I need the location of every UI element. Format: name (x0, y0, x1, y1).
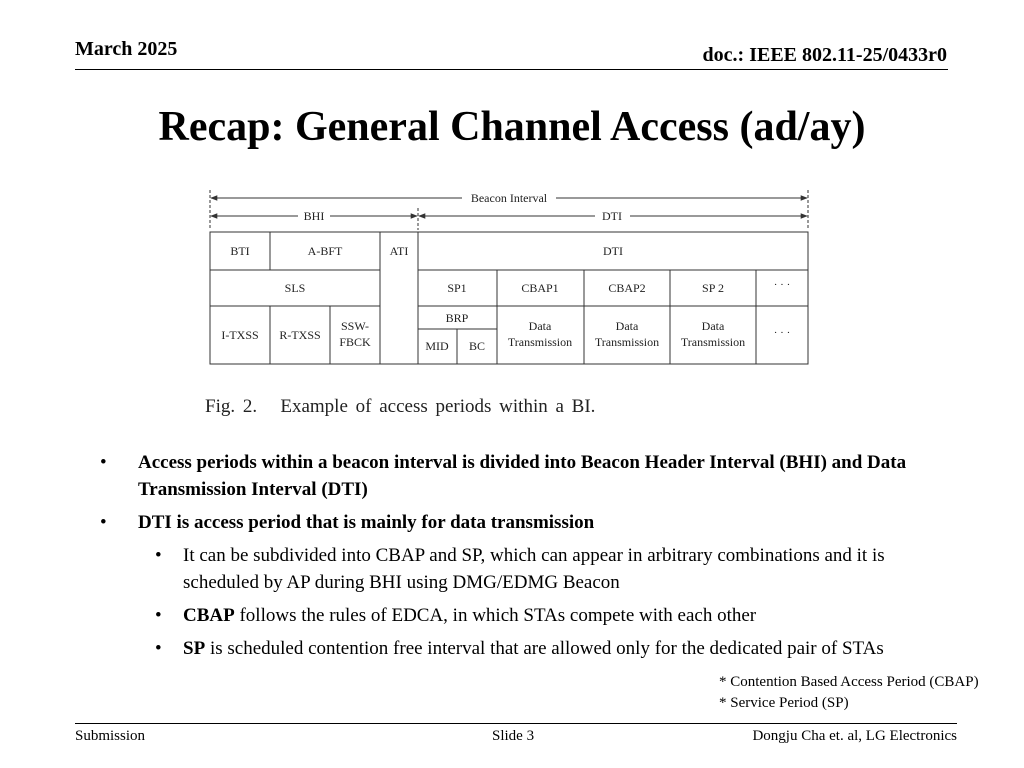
cell-ssw-line1: SSW- (340, 319, 370, 333)
cell-ssw-line2: FBCK (339, 335, 371, 349)
cell-data2-line2: Transmission (594, 335, 660, 349)
cell-abft: A-BFT (307, 244, 343, 258)
bullet-text: DTI is access period that is mainly for data transmission (138, 512, 595, 533)
sub-bullet-term: SP (183, 638, 206, 659)
footnote-sp: * Service Period (SP) (719, 695, 849, 711)
cell-data1-line1: Data (528, 319, 552, 333)
sub-bullet-item (145, 542, 930, 596)
access-period-figure (200, 184, 820, 424)
bullet-item (100, 449, 930, 503)
cell-ati: ATI (389, 244, 409, 258)
sub-bullet-text: It can be subdivided into CBAP and SP, which can appear in arbitrary combinations and it is scheduled by AP during BHI using DMG/EDMG Beacon (183, 545, 885, 593)
bullet-dot: • (155, 638, 162, 659)
cell-bc: BC (468, 339, 486, 353)
cell-data1-line2: Transmission (507, 335, 573, 349)
header-divider (75, 69, 948, 70)
slide-title: Recap: General Channel Access (ad/ay) (158, 104, 866, 150)
figure-caption (205, 396, 595, 418)
sub-bullet-item (145, 635, 930, 662)
footer-divider (75, 723, 957, 724)
bullet-dot: • (100, 452, 107, 473)
sub-bullet-text: is scheduled contention free interval that are allowed only for the dedicated pair of STAs (205, 638, 884, 659)
sub-bullet-item (145, 602, 930, 629)
bhi-label: BHI (303, 209, 325, 223)
sub-bullet-term: CBAP (183, 605, 235, 626)
cell-brp: BRP (445, 311, 469, 325)
header-date: March 2025 (75, 38, 178, 60)
dti-span-label: DTI (602, 209, 622, 223)
cell-dots-row2: · · · (773, 279, 791, 291)
footnotes (719, 672, 979, 714)
footer-submission: Submission (75, 728, 146, 744)
cell-itxss: I-TXSS (221, 328, 259, 342)
cell-sls: SLS (284, 281, 306, 295)
cell-data3-line2: Transmission (680, 335, 746, 349)
cell-data3-line1: Data (701, 319, 725, 333)
cell-rtxss: R-TXSS (279, 328, 321, 342)
cell-cbap2: CBAP2 (608, 281, 646, 295)
footer-slide-number: Slide 3 (492, 728, 535, 744)
bullet-dot: • (155, 545, 162, 566)
bullet-dot: • (155, 605, 162, 626)
sub-bullet-text: follows the rules of EDCA, in which STAs compete with each other (234, 605, 757, 626)
header-doc-id: doc.: IEEE 802.11-25/0433r0 (702, 44, 947, 66)
beacon-interval-label: Beacon Interval (470, 191, 548, 205)
cell-dti: DTI (603, 244, 623, 258)
cell-cbap1: CBAP1 (521, 281, 559, 295)
bullet-text: Access periods within a beacon interval is divided into Beacon Header Interval (BHI) and Data Transmission Interval (DTI) (138, 452, 907, 500)
cell-mid: MID (425, 339, 449, 353)
cell-sp1: SP1 (447, 281, 467, 295)
caption-label: Fig. 2. (205, 396, 258, 417)
footer-authors: Dongju Cha et. al, LG Electronics (752, 728, 957, 744)
bullet-item (100, 509, 930, 536)
bullet-list (100, 449, 930, 668)
cell-sp2: SP 2 (702, 281, 724, 295)
bullet-dot: • (100, 512, 107, 533)
cell-data2-line1: Data (615, 319, 639, 333)
caption-text: Example of access periods within a BI. (280, 396, 596, 417)
cell-bti: BTI (230, 244, 250, 258)
footnote-cbap: * Contention Based Access Period (CBAP) (719, 674, 979, 690)
cell-dots-row3: · · · (773, 327, 791, 339)
